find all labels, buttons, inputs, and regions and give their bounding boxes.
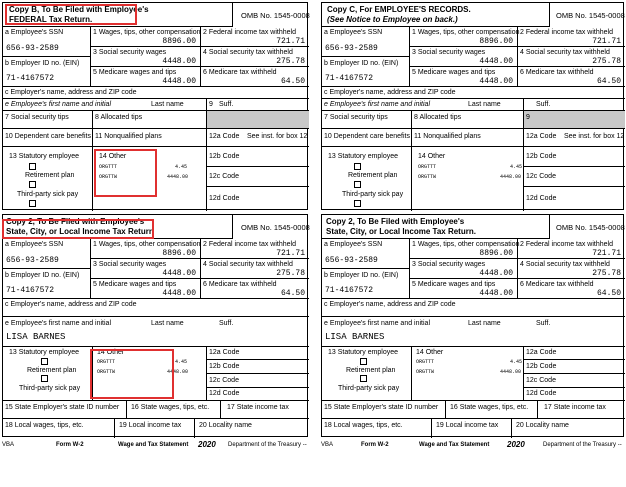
retirement-plan-label: Retirement plan — [348, 172, 398, 179]
box-15-label: 15 State Employer's state ID number — [5, 404, 120, 411]
box-14-amount-2: 4448.00 — [500, 174, 522, 180]
w2-copy-b — [2, 2, 308, 210]
box-b — [3, 57, 91, 87]
box-1-label: 1 Wages, tips, other compensation — [412, 241, 520, 248]
box-7 — [322, 111, 412, 129]
box-13-label: 13 Statutory employee — [9, 349, 80, 356]
box-12a-label: 12a Code — [209, 349, 240, 356]
box-14-label: 14 Other — [97, 349, 125, 356]
box-12c-label: 12c Code — [526, 173, 556, 180]
footer-dept: Department of the Treasury -- — [228, 442, 307, 448]
box-14-code-1: ORGTTT — [416, 359, 435, 365]
ssn-value: 656-93-2589 — [325, 44, 378, 53]
box-c — [322, 87, 625, 99]
ein-value: 71-4167572 — [325, 74, 374, 83]
box-c-label: c Employer's name, address and ZIP code — [324, 301, 456, 308]
box-5-value: 4448.00 — [479, 77, 513, 86]
box-17 — [221, 401, 309, 419]
retirement-plan-label: Retirement plan — [25, 172, 75, 179]
box-12c — [207, 374, 309, 388]
box-4-value: 275.78 — [276, 269, 305, 278]
box-a — [322, 27, 410, 57]
box-14-amount-1: 4.45 — [510, 164, 523, 170]
box-14-code-1: ORGTTT — [418, 164, 437, 170]
copy-title-line2: State, City, or Local Income Tax Return — [6, 227, 154, 236]
third-party-checkbox[interactable] — [29, 200, 36, 207]
box-4 — [518, 47, 625, 67]
box-1-label: 1 Wages, tips, other compensation — [93, 241, 201, 248]
ein-value: 71-4167572 — [6, 74, 55, 83]
box-3-value: 4448.00 — [162, 269, 196, 278]
box-2-label: 2 Federal income tax withheld — [203, 29, 296, 36]
box-11 — [412, 129, 524, 147]
box-1-value: 8896.00 — [162, 249, 196, 258]
box-4-value: 275.78 — [592, 269, 621, 278]
last-name-label: Last name — [151, 320, 184, 327]
box-7-label: 7 Social security tips — [324, 114, 388, 121]
box-e — [3, 317, 309, 347]
box-16 — [446, 401, 538, 419]
box-5 — [91, 279, 201, 299]
box-3-label: 3 Social security wages — [93, 49, 167, 56]
retirement-plan-checkbox[interactable] — [354, 181, 361, 188]
footer-year: 2020 — [198, 440, 216, 449]
footer-dept: Department of the Treasury -- — [543, 442, 622, 448]
box-12a — [207, 347, 309, 360]
box-2 — [201, 239, 309, 259]
box-9 — [524, 99, 625, 111]
box-20-label: 20 Locality name — [516, 422, 569, 429]
box-7 — [3, 111, 93, 129]
box-4-value: 275.78 — [592, 57, 621, 66]
box-12c — [207, 167, 309, 187]
last-name-label: Last name — [468, 320, 501, 327]
box-18 — [322, 419, 432, 438]
box-12d-label: 12d Code — [209, 390, 240, 397]
box-6-label: 6 Medicare tax withheld — [520, 69, 594, 76]
box-a — [322, 239, 410, 269]
box-14-label: 14 Other — [99, 153, 127, 160]
box-5 — [91, 67, 201, 87]
box-13 — [322, 347, 412, 401]
box-b — [322, 57, 410, 87]
box-3-label: 3 Social security wages — [93, 261, 167, 268]
box-12c — [524, 167, 625, 187]
box-6 — [518, 67, 625, 87]
box-14-amount-2: 4448.00 — [167, 174, 189, 180]
box-14 — [412, 147, 524, 211]
footer-form-label: Form W-2 — [361, 442, 389, 448]
box-14-code-2: ORGTTW — [418, 174, 437, 180]
box-13 — [3, 147, 93, 211]
box-4 — [201, 47, 309, 67]
box-14-highlight — [90, 349, 174, 399]
box-2-value: 721.71 — [276, 37, 305, 46]
retirement-plan-checkbox[interactable] — [360, 375, 367, 382]
box-20 — [512, 419, 625, 438]
box-20-label: 20 Locality name — [199, 422, 252, 429]
employee-name: LISA BARNES — [6, 332, 66, 342]
copy-title-line1: Copy 2, To Be Filed with Employee's — [6, 217, 145, 226]
box-2 — [518, 27, 625, 47]
box-4-value: 275.78 — [276, 57, 305, 66]
statutory-employee-checkbox[interactable] — [41, 358, 48, 365]
box-1-value: 8896.00 — [162, 37, 196, 46]
footer-statement: Wage and Tax Statement — [118, 442, 189, 448]
box-b-label: b Employer ID no. (EIN) — [5, 60, 80, 67]
box-15-label: 15 State Employer's state ID number — [324, 404, 439, 411]
box-3-value: 4448.00 — [479, 269, 513, 278]
box-9 — [207, 99, 309, 111]
box-10 — [322, 129, 412, 147]
box-13 — [3, 347, 93, 401]
box-12b — [207, 360, 309, 374]
box-19 — [432, 419, 512, 438]
box-10-label: 10 Dependent care benefits — [324, 133, 411, 140]
box-5 — [410, 67, 518, 87]
copy-title-line2: FEDERAL Tax Return. — [9, 15, 93, 24]
copy-title-line1: Copy C, For EMPLOYEE'S RECORDS. — [327, 5, 471, 14]
box-5-value: 4448.00 — [479, 289, 513, 298]
box-12c-label: 12c Code — [209, 377, 239, 384]
box-16-label: 16 State wages, tips, etc. — [450, 404, 529, 411]
box-2-value: 721.71 — [592, 37, 621, 46]
box-12c-label: 12c Code — [526, 377, 556, 384]
omb-number: OMB No. 1545-0008 — [241, 11, 310, 20]
box-18 — [3, 419, 115, 438]
last-name-label: Last name — [151, 101, 184, 108]
box-4-label: 4 Social security tax withheld — [203, 261, 293, 268]
box-17-label: 17 State income tax — [227, 404, 289, 411]
box-9-shaded — [207, 111, 309, 129]
box-3-label: 3 Social security wages — [412, 49, 486, 56]
box-14-amount-2: 4448.00 — [167, 369, 189, 375]
title-highlight — [5, 4, 137, 25]
box-a-label: a Employee's SSN — [5, 241, 64, 248]
box-6 — [518, 279, 625, 299]
third-party-label: Third-party sick pay — [17, 191, 79, 198]
box-3 — [410, 259, 518, 279]
box-14-amount-1: 4.45 — [510, 359, 523, 365]
box-6-label: 6 Medicare tax withheld — [520, 281, 594, 288]
ssn-value: 656-93-2589 — [6, 44, 59, 53]
box-13-label: 13 Statutory employee — [9, 153, 80, 160]
box-14-amount-1: 4.45 — [175, 359, 188, 365]
box-b-label: b Employer ID no. (EIN) — [5, 272, 80, 279]
box-5-label: 5 Medicare wages and tips — [412, 281, 496, 288]
box-8 — [93, 111, 207, 129]
box-14-label: 14 Other — [416, 349, 444, 356]
box-12d — [524, 187, 625, 211]
box-8-label: 8 Allocated tips — [95, 114, 143, 121]
box-10-label: 10 Dependent care benefits — [5, 133, 92, 140]
box-c — [3, 299, 309, 317]
retirement-plan-checkbox[interactable] — [29, 181, 36, 188]
box-12b-label: 12b Code — [526, 363, 557, 370]
employee-name: LISA BARNES — [325, 332, 385, 342]
box-6-label: 6 Medicare tax withheld — [203, 69, 277, 76]
box-10 — [3, 129, 93, 147]
suff-label: Suff. — [536, 101, 551, 108]
box-16-label: 16 State wages, tips, etc. — [131, 404, 210, 411]
box-3-value: 4448.00 — [162, 57, 196, 66]
box-12b-label: 12b Code — [209, 153, 240, 160]
box-2-label: 2 Federal income tax withheld — [203, 241, 296, 248]
box-12a — [524, 129, 625, 147]
retirement-plan-label: Retirement plan — [27, 367, 77, 374]
box-4 — [518, 259, 625, 279]
box-15 — [322, 401, 446, 419]
ssn-value: 656-93-2589 — [325, 256, 378, 265]
box-14-code-2: ORGTTW — [99, 174, 118, 180]
box-5-label: 5 Medicare wages and tips — [93, 281, 177, 288]
box-e — [322, 99, 524, 111]
copy-title-line2: State, City, or Local Income Tax Return. — [326, 227, 476, 236]
retirement-plan-label: Retirement plan — [346, 367, 396, 374]
box-c-label: c Employer's name, address and ZIP code — [324, 89, 456, 96]
box-12d-label: 12d Code — [209, 195, 240, 202]
box-1-label: 1 Wages, tips, other compensation — [93, 29, 201, 36]
footer-form-label: Form W-2 — [56, 442, 84, 448]
box-11-label: 11 Nonqualified plans — [414, 133, 481, 140]
box-5-value: 4448.00 — [162, 77, 196, 86]
box-e-label: e Employee's first name and initial — [324, 320, 430, 327]
box-17 — [538, 401, 625, 419]
box-14-code-2: ORGTTW — [97, 369, 116, 375]
copy-title-line2: (See Notice to Employee on back.) — [327, 15, 458, 24]
box-6-value: 64.50 — [596, 289, 621, 298]
box-6 — [201, 67, 309, 87]
box-2-label: 2 Federal income tax withheld — [520, 241, 613, 248]
box-b — [322, 269, 410, 299]
box-12a-label: 12a Code — [526, 349, 557, 356]
third-party-label: Third-party sick pay — [19, 385, 81, 392]
box-14-amount-1: 4.45 — [175, 164, 188, 170]
box-1 — [410, 239, 518, 259]
box-12a-label: 12a Code — [209, 133, 240, 140]
box-13-label: 13 Statutory employee — [328, 153, 399, 160]
omb-number: OMB No. 1545-0008 — [556, 11, 625, 20]
box-14-amount-2: 4448.00 — [500, 369, 522, 375]
box-8 — [412, 111, 524, 129]
ein-value: 71-4167572 — [6, 286, 55, 295]
box-e-label: e Employee's first name and initial — [5, 101, 111, 108]
box-c-label: c Employer's name, address and ZIP code — [5, 89, 137, 96]
box-14 — [412, 347, 524, 401]
ssn-value: 656-93-2589 — [6, 256, 59, 265]
box-4 — [201, 259, 309, 279]
copy-title-line1: Copy B, To Be Filed with Employee's — [9, 5, 149, 14]
box-12d — [524, 388, 625, 401]
box-12d-label: 12d Code — [526, 390, 557, 397]
box-12d-label: 12d Code — [526, 195, 557, 202]
box-12-note: See inst. for box 12 — [247, 133, 308, 140]
statutory-employee-checkbox[interactable] — [29, 163, 36, 170]
box-19 — [115, 419, 195, 438]
box-14-label: 14 Other — [418, 153, 446, 160]
box-2-label: 2 Federal income tax withheld — [520, 29, 613, 36]
box-e — [322, 317, 625, 347]
box-13-label: 13 Statutory employee — [328, 349, 399, 356]
box-5-label: 5 Medicare wages and tips — [412, 69, 496, 76]
box-4-label: 4 Social security tax withheld — [520, 49, 610, 56]
suff-label: Suff. — [536, 320, 551, 327]
box-6 — [201, 279, 309, 299]
box-3-value: 4448.00 — [479, 57, 513, 66]
box-7-label: 7 Social security tips — [5, 114, 69, 121]
form-header — [322, 215, 550, 239]
box-2 — [201, 27, 309, 47]
footer-vba: VBA — [2, 442, 15, 448]
box-e — [3, 99, 234, 111]
box-3 — [91, 259, 201, 279]
box-3-label: 3 Social security wages — [412, 261, 486, 268]
box-5 — [410, 279, 518, 299]
box-a-label: a Employee's SSN — [324, 241, 383, 248]
box-c — [322, 299, 625, 317]
box-8-label: 8 Allocated tips — [414, 114, 462, 121]
footer-vba: VBA — [321, 442, 334, 448]
box-a — [3, 27, 91, 57]
w2-copy-c — [321, 2, 624, 210]
box-1 — [410, 27, 518, 47]
box-15 — [3, 401, 127, 419]
box-18-label: 18 Local wages, tips, etc. — [324, 422, 403, 429]
box-1 — [91, 239, 201, 259]
box-12-note: See inst. for box 12 — [564, 133, 625, 140]
title-highlight — [2, 219, 154, 239]
retirement-plan-checkbox[interactable] — [41, 375, 48, 382]
box-6-value: 64.50 — [596, 77, 621, 86]
box-a-label: a Employee's SSN — [5, 29, 64, 36]
box-14-code-2: ORGTTW — [416, 369, 435, 375]
box-b — [3, 269, 91, 299]
box-4-label: 4 Social security tax withheld — [203, 49, 293, 56]
box-11 — [93, 129, 207, 147]
box-e-label: e Employee's first name and initial — [324, 101, 430, 108]
box-12a-label: 12a Code — [526, 133, 557, 140]
box-6-label: 6 Medicare tax withheld — [203, 281, 277, 288]
box-14-code-1: ORGTTT — [97, 359, 116, 365]
box-12b-label: 12b Code — [526, 153, 557, 160]
third-party-label: Third-party sick pay — [338, 385, 400, 392]
box-e-label: e Employee's first name and initial — [5, 320, 111, 327]
footer-statement: Wage and Tax Statement — [419, 442, 490, 448]
box-11-label: 11 Nonqualified plans — [95, 133, 162, 140]
box-12a — [524, 347, 625, 360]
box-12c-label: 12c Code — [209, 173, 239, 180]
box-12a — [207, 129, 309, 147]
box-2-value: 721.71 — [592, 249, 621, 258]
form-footer — [321, 440, 624, 452]
box-a — [3, 239, 91, 269]
w2-copy-2-state — [2, 214, 308, 437]
box-12d — [207, 388, 309, 401]
last-name-label: Last name — [468, 101, 501, 108]
box-3 — [91, 47, 201, 67]
suff-label: Suff. — [219, 101, 234, 108]
box-2 — [518, 239, 625, 259]
statutory-employee-checkbox[interactable] — [360, 358, 367, 365]
box-9-label: 9 — [209, 101, 213, 108]
box-1-value: 8896.00 — [479, 249, 513, 258]
box-b-label: b Employer ID no. (EIN) — [324, 60, 399, 67]
omb-number: OMB No. 1545-0008 — [241, 223, 310, 232]
box-12b-label: 12b Code — [209, 363, 240, 370]
box-a-label: a Employee's SSN — [324, 29, 383, 36]
box-12b — [207, 147, 309, 167]
third-party-label: Third-party sick pay — [342, 191, 404, 198]
box-1-value: 8896.00 — [479, 37, 513, 46]
box-4-label: 4 Social security tax withheld — [520, 261, 610, 268]
box-5-value: 4448.00 — [162, 289, 196, 298]
box-6-value: 64.50 — [280, 77, 305, 86]
box-12c — [524, 374, 625, 388]
box-12b — [524, 360, 625, 374]
box-b-label: b Employer ID no. (EIN) — [324, 272, 399, 279]
form-footer — [2, 440, 308, 452]
footer-year: 2020 — [507, 440, 525, 449]
box-14-highlight — [94, 149, 157, 197]
box-20 — [195, 419, 309, 438]
ein-value: 71-4167572 — [325, 286, 374, 295]
w2-copy-2-state-alt — [321, 214, 624, 437]
box-13 — [322, 147, 412, 211]
box-3 — [410, 47, 518, 67]
box-19-label: 19 Local income tax — [119, 422, 182, 429]
box-1 — [91, 27, 201, 47]
box-12d — [207, 187, 309, 211]
box-2-value: 721.71 — [276, 249, 305, 258]
box-16 — [127, 401, 221, 419]
box-9-shaded — [524, 111, 625, 129]
suff-label: Suff. — [219, 320, 234, 327]
box-c-label: c Employer's name, address and ZIP code — [5, 301, 137, 308]
omb-number: OMB No. 1545-0008 — [556, 223, 625, 232]
box-18-label: 18 Local wages, tips, etc. — [5, 422, 84, 429]
box-14-code-1: ORGTTT — [99, 164, 118, 170]
box-c — [3, 87, 309, 99]
form-header — [322, 3, 550, 27]
box-19-label: 19 Local income tax — [436, 422, 499, 429]
box-6-value: 64.50 — [280, 289, 305, 298]
statutory-employee-checkbox[interactable] — [354, 163, 361, 170]
box-9-label: 9 — [526, 114, 530, 121]
third-party-checkbox[interactable] — [354, 200, 361, 207]
box-17-label: 17 State income tax — [544, 404, 606, 411]
copy-title-line1: Copy 2, To Be Filed with Employee's — [326, 217, 465, 226]
box-5-label: 5 Medicare wages and tips — [93, 69, 177, 76]
box-12b — [524, 147, 625, 167]
box-1-label: 1 Wages, tips, other compensation — [412, 29, 520, 36]
